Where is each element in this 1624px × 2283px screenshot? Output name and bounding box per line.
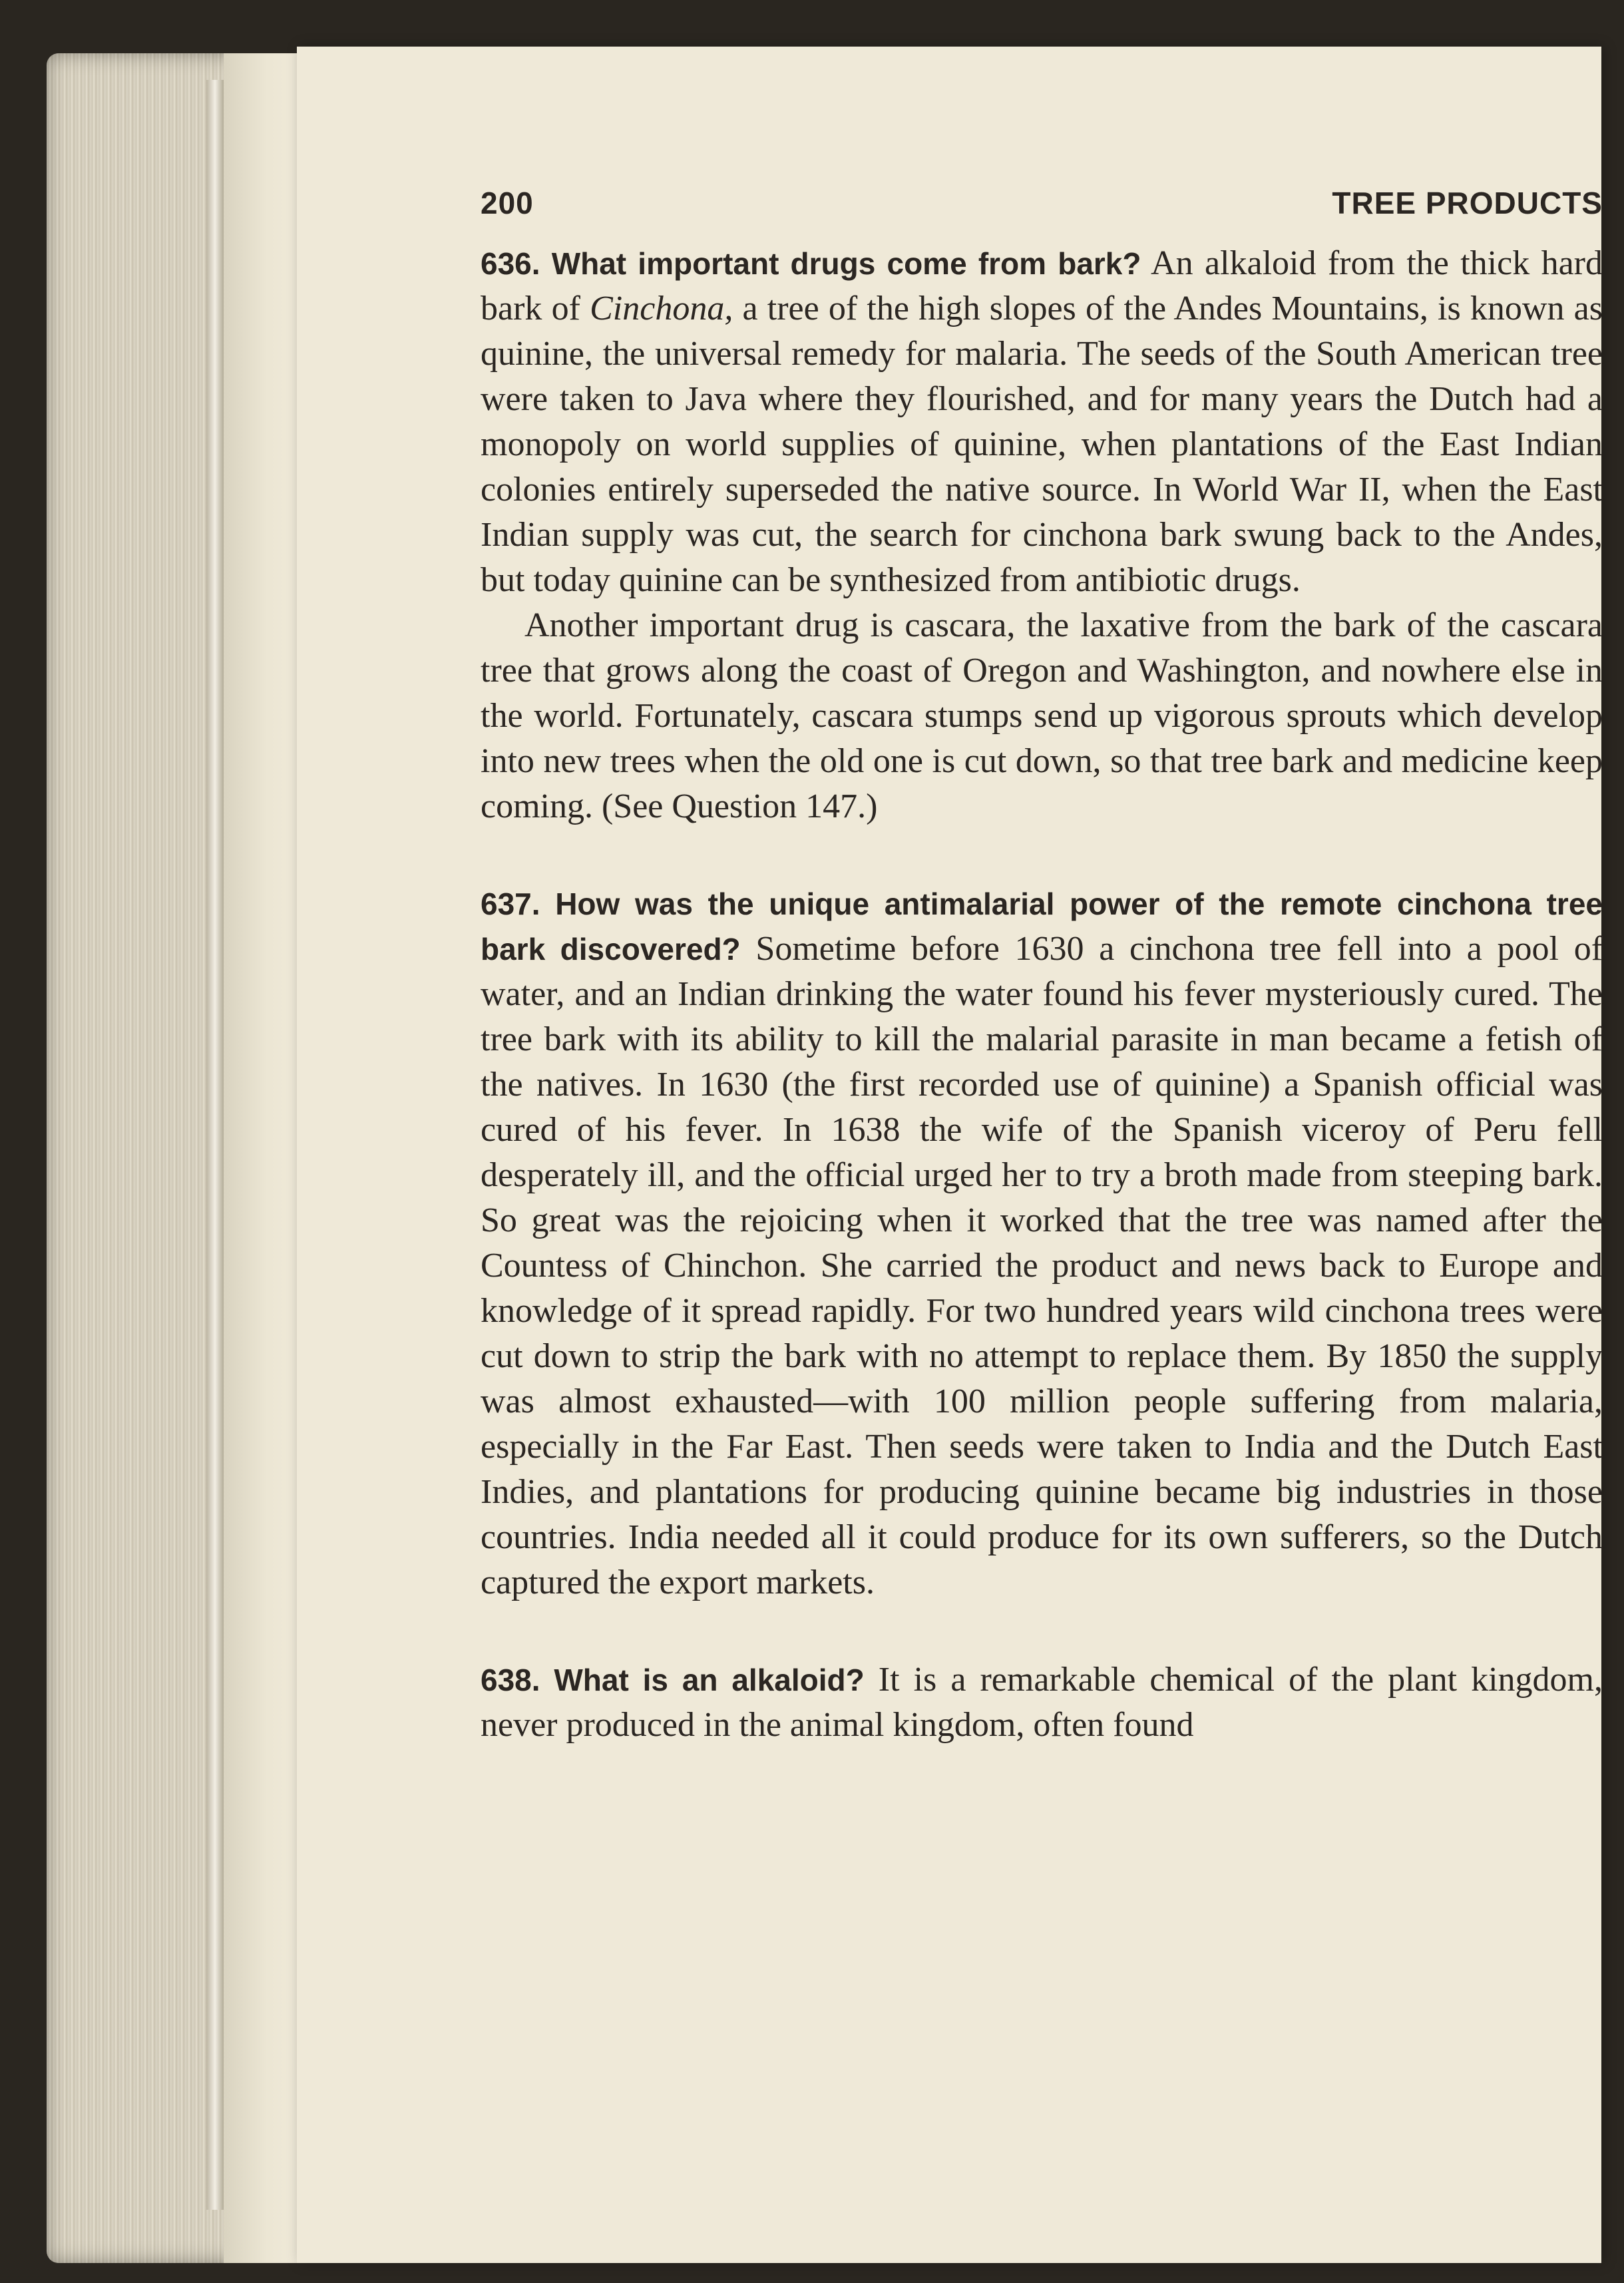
question-638-paragraph bbox=[481, 1657, 1603, 1748]
question-636-paragraph bbox=[481, 241, 1603, 603]
question-637-heading: 637. How was the unique antimalarial power of the remote cinchona tree bark discovered? bbox=[481, 887, 1603, 966]
section-gap bbox=[481, 829, 1603, 881]
question-636-second-paragraph: Another important drug is cascara, the laxative from the bark of the cascara tree that grows along the coast of Oregon and Washington, and nowhere else in the world. Fortunately, cascara stumps send up vigorous sprouts which develop into new trees when the old one is cut down, so that tree bark and medicine keep coming. (See Question 147.) bbox=[481, 606, 1603, 825]
page-number: 200 bbox=[481, 186, 534, 220]
book-page bbox=[297, 47, 1601, 2263]
question-636-answer-start: An alkaloid from the thick hard bark of bbox=[481, 244, 1603, 327]
page-content bbox=[481, 185, 1603, 1748]
book-page-edge-shine bbox=[206, 80, 224, 2210]
question-637-paragraph bbox=[481, 881, 1603, 1605]
question-636-italic-term: Cinchona, bbox=[590, 290, 733, 327]
running-title: TREE PRODUCTS bbox=[1332, 186, 1603, 220]
running-header bbox=[481, 185, 1603, 221]
question-636-answer-rest: a tree of the high slopes of the Andes Mountains, is known as quinine, the universal remedy for malaria. The seeds of the South American tree were taken to Java where they flourished, and for many years the Dutch had a monopoly on world supplies of quinine, when plantations of the East Indian colonies entirely superseded the native source. In World War II, when the East Indian supply was cut, the search for cinchona bark swung back to the Andes, but today quinine can be synthesized from antibiotic drugs. bbox=[481, 290, 1603, 599]
section-gap bbox=[481, 1605, 1603, 1657]
question-638-answer: It is a remarkable chemical of the plant kingdom, never produced in the animal kingdom, often found bbox=[481, 1661, 1603, 1744]
book-gutter bbox=[224, 53, 297, 2263]
question-637-answer: Sometime before 1630 a cinchona tree fell into a pool of water, and an Indian drinking the water found his fever mysteriously cured. The tree bark with its ability to kill the malarial parasite in man became a fetish of the natives. In 1630 (the first recorded use of quinine) a Spanish official was cured of his fever. In 1638 the wife of the Spanish viceroy of Peru fell desperately ill, and the official urged her to try a broth made from steeping bark. So great was the rejoicing when it worked that the tree was named after the Countess of Chinchon. She carried the product and news back to Europe and knowledge of it spread rapidly. For two hundred years wild cinchona trees were cut down to strip the bark with no attempt to replace them. By 1850 the supply was almost exhausted—with 100 million people suffering from malaria, especially in the Far East. Then seeds were taken to India and the Dutch East Indies, and plantations for producing quinine became big industries in those countries. India needed all it could produce for its own sufferers, so the Dutch captured the export markets. bbox=[481, 930, 1603, 1601]
question-636-heading: 636. What important drugs come from bark? bbox=[481, 246, 1141, 281]
question-638-heading: 638. What is an alkaloid? bbox=[481, 1663, 865, 1697]
